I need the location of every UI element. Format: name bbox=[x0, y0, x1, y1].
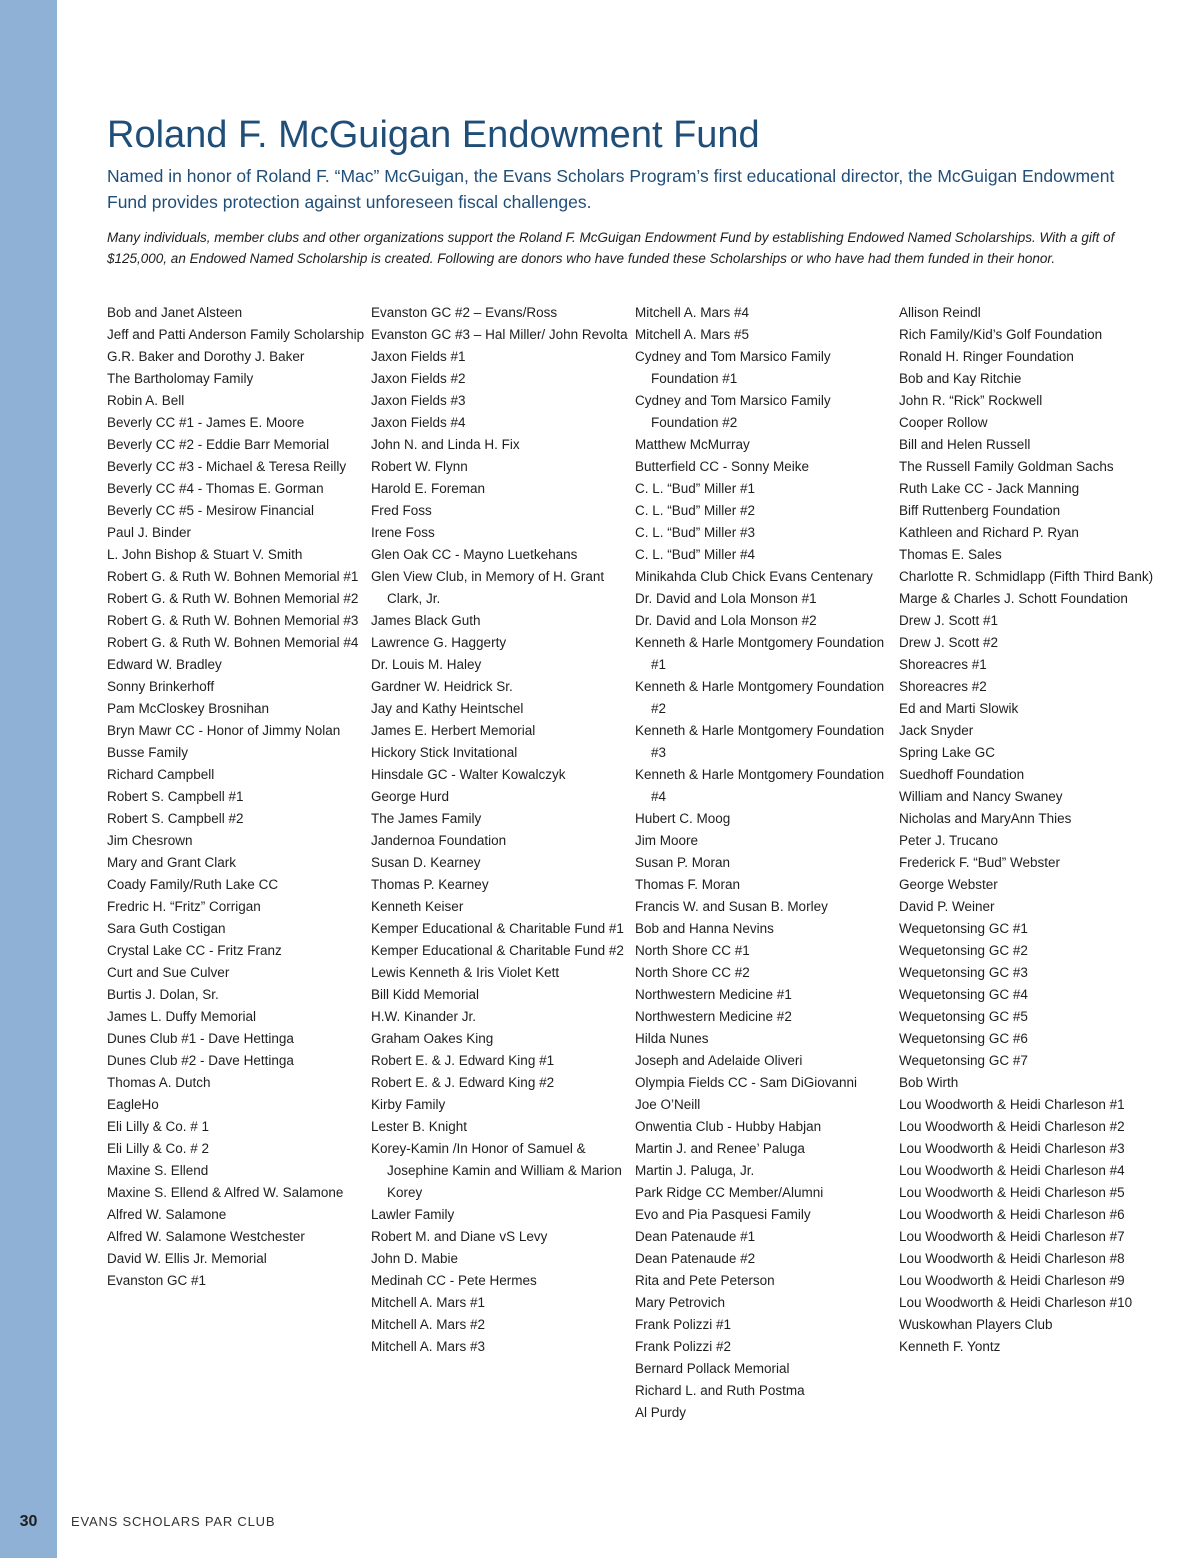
donor-name: Glen Oak CC - Mayno Luetkehans bbox=[371, 547, 578, 562]
donor-name: Lawler Family bbox=[371, 1207, 455, 1222]
donor-name: Jeff and Patti Anderson Family Scholarship bbox=[107, 327, 365, 342]
donor-name: Fred Foss bbox=[371, 503, 432, 518]
donor-name: Jaxon Fields #3 bbox=[371, 393, 466, 408]
donor-name: Mitchell A. Mars #5 bbox=[635, 327, 750, 342]
donor-name: Evanston GC #1 bbox=[107, 1273, 207, 1288]
donor-name: Beverly CC #5 - Mesirow Financial bbox=[107, 503, 315, 518]
donor-name: Pam McCloskey Brosnihan bbox=[107, 701, 270, 716]
donor-name: Marge & Charles J. Schott Foundation bbox=[899, 591, 1128, 606]
donor-name: Olympia Fields CC - Sam DiGiovanni bbox=[635, 1075, 858, 1090]
donor-name: Bill Kidd Memorial bbox=[371, 987, 480, 1002]
donor-name: Ed and Marti Slowik bbox=[899, 701, 1019, 716]
donor-name: Mary Petrovich bbox=[635, 1295, 726, 1310]
donor-name: Lou Woodworth & Heidi Charleson #4 bbox=[899, 1163, 1125, 1178]
donor-name: Medinah CC - Pete Hermes bbox=[371, 1273, 537, 1288]
donor-name: Onwentia Club - Hubby Habjan bbox=[635, 1119, 822, 1134]
donor-name: John R. “Rick” Rockwell bbox=[899, 393, 1043, 408]
donor-name: Cooper Rollow bbox=[899, 415, 988, 430]
donor-name: Wequetonsing GC #3 bbox=[899, 965, 1028, 980]
donor-name: Bryn Mawr CC - Honor of Jimmy Nolan bbox=[107, 723, 341, 738]
donor-name: Kenneth & Harle Montgomery Foundation #3 bbox=[635, 723, 885, 760]
donor-name: Robert G. & Ruth W. Bohnen Memorial #3 bbox=[107, 613, 359, 628]
donor-name: Hubert C. Moog bbox=[635, 811, 731, 826]
donor-name: Kenneth F. Yontz bbox=[899, 1339, 1001, 1354]
donor-name: Maxine S. Ellend bbox=[107, 1163, 209, 1178]
donor-column-1 bbox=[107, 302, 365, 1292]
donor-name: Robert E. & J. Edward King #2 bbox=[371, 1075, 555, 1090]
donor-name: Robert G. & Ruth W. Bohnen Memorial #1 bbox=[107, 569, 359, 584]
donor-name: Kemper Educational & Charitable Fund #1 bbox=[371, 921, 624, 936]
donor-column-2 bbox=[371, 302, 629, 1358]
donor-name: Sonny Brinkerhoff bbox=[107, 679, 215, 694]
donor-name: Evanston GC #3 – Hal Miller/ John Revolta bbox=[371, 327, 628, 342]
donor-name: Dr. Louis M. Haley bbox=[371, 657, 482, 672]
donor-name: Irene Foss bbox=[371, 525, 435, 540]
donor-name: Robert G. & Ruth W. Bohnen Memorial #4 bbox=[107, 635, 359, 650]
donor-name: Alfred W. Salamone Westchester bbox=[107, 1229, 305, 1244]
donor-name: Kenneth & Harle Montgomery Foundation #2 bbox=[635, 679, 885, 716]
donor-name: James L. Duffy Memorial bbox=[107, 1009, 257, 1024]
donor-name: Richard Campbell bbox=[107, 767, 215, 782]
donor-name: Kirby Family bbox=[371, 1097, 446, 1112]
donor-name: The James Family bbox=[371, 811, 482, 826]
donor-name: Coady Family/Ruth Lake CC bbox=[107, 877, 279, 892]
donor-name: Lou Woodworth & Heidi Charleson #7 bbox=[899, 1229, 1125, 1244]
donor-name: Thomas P. Kearney bbox=[371, 877, 489, 892]
donor-name: Jaxon Fields #4 bbox=[371, 415, 466, 430]
donor-name: Wequetonsing GC #6 bbox=[899, 1031, 1028, 1046]
donor-name: C. L. “Bud” Miller #3 bbox=[635, 525, 756, 540]
donor-name: Charlotte R. Schmidlapp (Fifth Third Bank) bbox=[899, 569, 1154, 584]
donor-name: Biff Ruttenberg Foundation bbox=[899, 503, 1061, 518]
donor-name: Rich Family/Kid’s Golf Foundation bbox=[899, 327, 1103, 342]
donor-name: Park Ridge CC Member/Alumni bbox=[635, 1185, 824, 1200]
donor-column-3 bbox=[635, 302, 893, 1424]
donor-name: Thomas A. Dutch bbox=[107, 1075, 211, 1090]
intro-paragraph: Many individuals, member clubs and other organizations support the Roland F. McGuigan Endowment Fund by establishing Endowed Named Scholarships. With a gift of $125,000, an Endowed Named Scholarship is created. Following are donors who have funded these Scholarships or who have had them funded in their honor. bbox=[107, 230, 1115, 266]
donor-name: Lewis Kenneth & Iris Violet Kett bbox=[371, 965, 560, 980]
donor-name: Hickory Stick Invitational bbox=[371, 745, 518, 760]
donor-name: Curt and Sue Culver bbox=[107, 965, 230, 980]
donor-name: Sara Guth Costigan bbox=[107, 921, 226, 936]
donor-name: Paul J. Binder bbox=[107, 525, 192, 540]
donor-name: Jim Chesrown bbox=[107, 833, 193, 848]
donor-name: H.W. Kinander Jr. bbox=[371, 1009, 477, 1024]
donor-name: Susan D. Kearney bbox=[371, 855, 481, 870]
donor-column-4 bbox=[899, 302, 1157, 1358]
donor-name: Lou Woodworth & Heidi Charleson #1 bbox=[899, 1097, 1125, 1112]
donor-name: Wequetonsing GC #4 bbox=[899, 987, 1028, 1002]
donor-name: Jack Snyder bbox=[899, 723, 974, 738]
donor-name: Rita and Pete Peterson bbox=[635, 1273, 775, 1288]
page-subtitle: Named in honor of Roland F. “Mac” McGuigan, the Evans Scholars Program’s first educational director, the McGuigan Endowment Fund provides protection against unforeseen fiscal challenges. bbox=[107, 166, 1115, 212]
donor-name: Kenneth & Harle Montgomery Foundation #4 bbox=[635, 767, 885, 804]
donor-name: Nicholas and MaryAnn Thies bbox=[899, 811, 1072, 826]
donor-name: John D. Mabie bbox=[371, 1251, 459, 1266]
donor-name: Beverly CC #2 - Eddie Barr Memorial bbox=[107, 437, 330, 452]
donor-name: Evanston GC #2 – Evans/Ross bbox=[371, 305, 558, 320]
donor-name: Mitchell A. Mars #2 bbox=[371, 1317, 486, 1332]
donor-name: Lou Woodworth & Heidi Charleson #3 bbox=[899, 1141, 1125, 1156]
donor-name: Fredric H. “Fritz” Corrigan bbox=[107, 899, 261, 914]
donor-name: Bob and Hanna Nevins bbox=[635, 921, 774, 936]
donor-name: Dean Patenaude #2 bbox=[635, 1251, 756, 1266]
donor-name: Mitchell A. Mars #1 bbox=[371, 1295, 486, 1310]
donor-name: EagleHo bbox=[107, 1097, 159, 1112]
donor-name: Lou Woodworth & Heidi Charleson #6 bbox=[899, 1207, 1125, 1222]
donor-name: Crystal Lake CC - Fritz Franz bbox=[107, 943, 282, 958]
donor-name: David P. Weiner bbox=[899, 899, 995, 914]
donor-name: Mitchell A. Mars #3 bbox=[371, 1339, 486, 1354]
donor-name: C. L. “Bud” Miller #4 bbox=[635, 547, 756, 562]
donor-name: Glen View Club, in Memory of H. Grant Clark, Jr. bbox=[371, 569, 605, 606]
donor-name: Bob and Kay Ritchie bbox=[899, 371, 1022, 386]
donor-name: Frank Polizzi #1 bbox=[635, 1317, 732, 1332]
donor-name: Lou Woodworth & Heidi Charleson #2 bbox=[899, 1119, 1125, 1134]
donor-name: Alfred W. Salamone bbox=[107, 1207, 227, 1222]
donor-name: Robert M. and Diane vS Levy bbox=[371, 1229, 548, 1244]
donor-name: George Hurd bbox=[371, 789, 450, 804]
donor-name: Hinsdale GC - Walter Kowalczyk bbox=[371, 767, 566, 782]
page-title: Roland F. McGuigan Endowment Fund bbox=[107, 114, 760, 156]
donor-name: Busse Family bbox=[107, 745, 189, 760]
page-number: 30 bbox=[19, 1513, 38, 1530]
donor-name: Joseph and Adelaide Oliveri bbox=[635, 1053, 803, 1068]
donor-name: Joe O’Neill bbox=[635, 1097, 701, 1112]
donor-name: David W. Ellis Jr. Memorial bbox=[107, 1251, 267, 1266]
donor-name: Korey-Kamin /In Honor of Samuel & Josephine Kamin and William & Marion Korey bbox=[371, 1141, 622, 1200]
donor-name: James Black Guth bbox=[371, 613, 481, 628]
donor-name: Shoreacres #2 bbox=[899, 679, 987, 694]
donor-name: Al Purdy bbox=[635, 1405, 687, 1420]
donor-name: Beverly CC #3 - Michael & Teresa Reilly bbox=[107, 459, 347, 474]
donor-name: Wequetonsing GC #7 bbox=[899, 1053, 1028, 1068]
donor-name: Dr. David and Lola Monson #1 bbox=[635, 591, 817, 606]
donor-name: C. L. “Bud” Miller #2 bbox=[635, 503, 756, 518]
donor-name: Edward W. Bradley bbox=[107, 657, 222, 672]
donor-name: Wequetonsing GC #5 bbox=[899, 1009, 1028, 1024]
donor-name: Robert S. Campbell #1 bbox=[107, 789, 244, 804]
donor-name: Dr. David and Lola Monson #2 bbox=[635, 613, 817, 628]
donor-name: Bob and Janet Alsteen bbox=[107, 305, 243, 320]
donor-name: Lou Woodworth & Heidi Charleson #9 bbox=[899, 1273, 1125, 1288]
donor-name: Dunes Club #1 - Dave Hettinga bbox=[107, 1031, 294, 1046]
donor-name: Martin J. Paluga, Jr. bbox=[635, 1163, 755, 1178]
donor-name: Frederick F. “Bud” Webster bbox=[899, 855, 1061, 870]
donor-name: Wequetonsing GC #2 bbox=[899, 943, 1028, 958]
donor-name: Evo and Pia Pasquesi Family bbox=[635, 1207, 811, 1222]
donor-name: Ronald H. Ringer Foundation bbox=[899, 349, 1074, 364]
donor-name: Lou Woodworth & Heidi Charleson #10 bbox=[899, 1295, 1133, 1310]
donor-name: The Russell Family Goldman Sachs bbox=[899, 459, 1114, 474]
donor-name: Cydney and Tom Marsico Family Foundation #1 bbox=[635, 349, 831, 386]
donor-name: Lawrence G. Haggerty bbox=[371, 635, 507, 650]
donor-name: Matthew McMurray bbox=[635, 437, 750, 452]
donor-name: Butterfield CC - Sonny Meike bbox=[635, 459, 810, 474]
donor-name: John N. and Linda H. Fix bbox=[371, 437, 520, 452]
donor-name: Eli Lilly & Co. # 2 bbox=[107, 1141, 210, 1156]
donor-name: Richard L. and Ruth Postma bbox=[635, 1383, 805, 1398]
donor-name: Allison Reindl bbox=[899, 305, 981, 320]
donor-name: Robert W. Flynn bbox=[371, 459, 468, 474]
donor-name: Jaxon Fields #2 bbox=[371, 371, 466, 386]
donor-name: Gardner W. Heidrick Sr. bbox=[371, 679, 513, 694]
donor-name: Suedhoff Foundation bbox=[899, 767, 1025, 782]
donor-name: Cydney and Tom Marsico Family Foundation #2 bbox=[635, 393, 831, 430]
donor-name: Beverly CC #4 - Thomas E. Gorman bbox=[107, 481, 324, 496]
donor-name: Wuskowhan Players Club bbox=[899, 1317, 1053, 1332]
donor-name: Hilda Nunes bbox=[635, 1031, 709, 1046]
donor-name: Minikahda Club Chick Evans Centenary bbox=[635, 569, 873, 584]
donor-name: Francis W. and Susan B. Morley bbox=[635, 899, 828, 914]
donor-name: Lester B. Knight bbox=[371, 1119, 468, 1134]
donor-name: L. John Bishop & Stuart V. Smith bbox=[107, 547, 303, 562]
donor-name: Jim Moore bbox=[635, 833, 699, 848]
donor-name: Burtis J. Dolan, Sr. bbox=[107, 987, 219, 1002]
donor-name: Bill and Helen Russell bbox=[899, 437, 1031, 452]
donor-name: Bernard Pollack Memorial bbox=[635, 1361, 790, 1376]
donor-name: Ruth Lake CC - Jack Manning bbox=[899, 481, 1080, 496]
donor-name: Northwestern Medicine #1 bbox=[635, 987, 792, 1002]
donor-name: Robert S. Campbell #2 bbox=[107, 811, 244, 826]
donor-name: Kenneth & Harle Montgomery Foundation #1 bbox=[635, 635, 885, 672]
donor-name: James E. Herbert Memorial bbox=[371, 723, 536, 738]
donor-name: Drew J. Scott #2 bbox=[899, 635, 999, 650]
donor-name: Jay and Kathy Heintschel bbox=[371, 701, 524, 716]
donor-name: Beverly CC #1 - James E. Moore bbox=[107, 415, 305, 430]
donor-name: Dunes Club #2 - Dave Hettinga bbox=[107, 1053, 294, 1068]
donor-name: Spring Lake GC bbox=[899, 745, 996, 760]
donor-name: Lou Woodworth & Heidi Charleson #8 bbox=[899, 1251, 1125, 1266]
donor-name: Kemper Educational & Charitable Fund #2 bbox=[371, 943, 624, 958]
donor-name: Robert E. & J. Edward King #1 bbox=[371, 1053, 555, 1068]
donor-name: Kathleen and Richard P. Ryan bbox=[899, 525, 1079, 540]
donor-name: North Shore CC #1 bbox=[635, 943, 750, 958]
sidebar-accent-bar bbox=[0, 0, 57, 1558]
donor-name: Northwestern Medicine #2 bbox=[635, 1009, 792, 1024]
donor-name: Robert G. & Ruth W. Bohnen Memorial #2 bbox=[107, 591, 359, 606]
donor-name: Dean Patenaude #1 bbox=[635, 1229, 756, 1244]
donor-name: G.R. Baker and Dorothy J. Baker bbox=[107, 349, 305, 364]
donor-name: Thomas E. Sales bbox=[899, 547, 1002, 562]
footer-publication-label: EVANS SCHOLARS PAR CLUB bbox=[71, 1514, 276, 1529]
donor-name: Lou Woodworth & Heidi Charleson #5 bbox=[899, 1185, 1125, 1200]
donor-name: Thomas F. Moran bbox=[635, 877, 741, 892]
donor-name: Graham Oakes King bbox=[371, 1031, 494, 1046]
donor-name: Martin J. and Renee’ Paluga bbox=[635, 1141, 805, 1156]
donor-name: Peter J. Trucano bbox=[899, 833, 999, 848]
donor-name: George Webster bbox=[899, 877, 998, 892]
donor-name: Harold E. Foreman bbox=[371, 481, 486, 496]
donor-name: North Shore CC #2 bbox=[635, 965, 750, 980]
donor-name: William and Nancy Swaney bbox=[899, 789, 1063, 804]
donor-name: Mary and Grant Clark bbox=[107, 855, 237, 870]
donor-name: Drew J. Scott #1 bbox=[899, 613, 999, 628]
donor-name: The Bartholomay Family bbox=[107, 371, 254, 386]
donor-name: C. L. “Bud” Miller #1 bbox=[635, 481, 756, 496]
donor-name: Susan P. Moran bbox=[635, 855, 731, 870]
donor-name: Wequetonsing GC #1 bbox=[899, 921, 1028, 936]
donor-name: Jandernoa Foundation bbox=[371, 833, 507, 848]
donor-name: Mitchell A. Mars #4 bbox=[635, 305, 750, 320]
donor-name: Kenneth Keiser bbox=[371, 899, 464, 914]
donor-name: Frank Polizzi #2 bbox=[635, 1339, 732, 1354]
donor-name: Bob Wirth bbox=[899, 1075, 959, 1090]
donor-name: Maxine S. Ellend & Alfred W. Salamone bbox=[107, 1185, 344, 1200]
donor-name: Shoreacres #1 bbox=[899, 657, 987, 672]
donor-name: Eli Lilly & Co. # 1 bbox=[107, 1119, 210, 1134]
donor-name: Robin A. Bell bbox=[107, 393, 185, 408]
donor-name: Jaxon Fields #1 bbox=[371, 349, 466, 364]
